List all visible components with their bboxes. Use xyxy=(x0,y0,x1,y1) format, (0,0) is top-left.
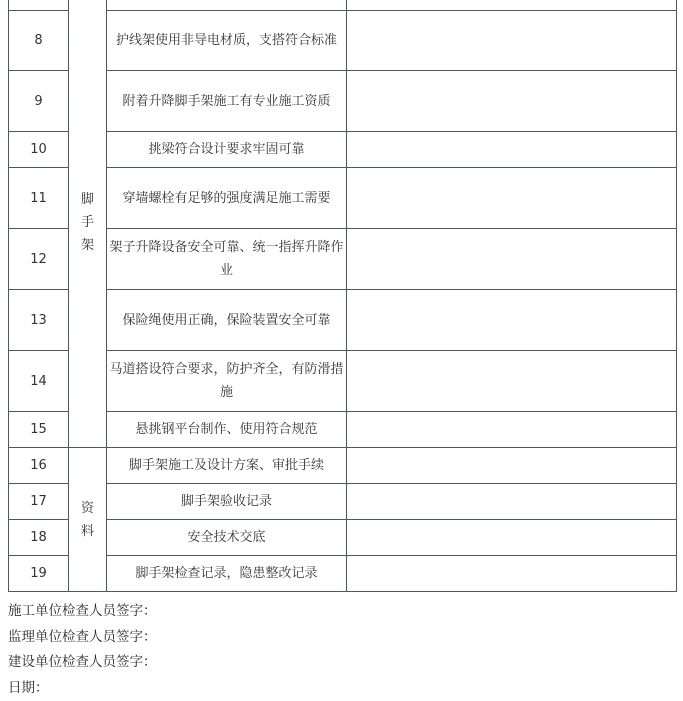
check-item: 挑梁符合设计要求牢固可靠 xyxy=(107,132,347,168)
date-label: 日期： xyxy=(8,676,157,701)
row-number: 19 xyxy=(9,556,69,592)
row-number: 15 xyxy=(9,412,69,448)
check-item: 保险绳使用正确，保险装置安全可靠 xyxy=(107,290,347,351)
check-item: 悬挑钢平台制作、使用符合规范 xyxy=(107,412,347,448)
category-label-records: 资料 xyxy=(81,497,95,543)
row-number: 13 xyxy=(9,290,69,351)
row-number: 16 xyxy=(9,448,69,484)
table-row xyxy=(9,168,677,229)
result-cell[interactable] xyxy=(347,412,677,448)
row-number: 14 xyxy=(9,351,69,412)
result-cell[interactable] xyxy=(347,556,677,592)
result-cell[interactable] xyxy=(347,168,677,229)
construction-signature-label: 施工单位检查人员签字： xyxy=(8,599,157,625)
row-number: 12 xyxy=(9,229,69,290)
result-cell[interactable] xyxy=(347,11,677,71)
table-row xyxy=(9,484,677,520)
row-number: 18 xyxy=(9,520,69,556)
table-row xyxy=(9,71,677,132)
result-cell[interactable] xyxy=(347,132,677,168)
table-row xyxy=(9,412,677,448)
result-cell[interactable] xyxy=(347,520,677,556)
signature-block xyxy=(8,599,157,701)
check-item: 脚手架检查记录，隐患整改记录 xyxy=(107,556,347,592)
check-item: 马道搭设符合要求，防护齐全，有防滑措施 xyxy=(107,351,347,412)
table-row xyxy=(9,520,677,556)
row-number: 9 xyxy=(9,71,69,132)
check-item: 护线架使用非导电材质，支搭符合标准 xyxy=(107,11,347,71)
supervision-signature-label: 监理单位检查人员签字： xyxy=(8,625,157,651)
check-item: 脚手架施工及设计方案、审批手续 xyxy=(107,448,347,484)
row-number: 17 xyxy=(9,484,69,520)
result-cell[interactable] xyxy=(347,71,677,132)
row-number: 8 xyxy=(9,11,69,71)
table-row xyxy=(9,448,677,484)
table-row xyxy=(9,0,677,11)
row-number: 10 xyxy=(9,132,69,168)
category-label-scaffold: 脚手架 xyxy=(81,188,95,257)
table-row xyxy=(9,556,677,592)
check-item: 穿墙螺栓有足够的强度满足施工需要 xyxy=(107,168,347,229)
client-signature-label: 建设单位检查人员签字： xyxy=(8,650,157,676)
result-cell[interactable] xyxy=(347,351,677,412)
table-row xyxy=(9,229,677,290)
category-cell-scaffold xyxy=(69,0,107,448)
check-item: 架子升降设备安全可靠、统一指挥升降作业 xyxy=(107,229,347,290)
inspection-table xyxy=(8,0,677,592)
result-cell[interactable] xyxy=(347,484,677,520)
result-cell[interactable] xyxy=(347,448,677,484)
category-cell-records xyxy=(69,448,107,592)
check-item: 附着升降脚手架施工有专业施工资质 xyxy=(107,71,347,132)
table-row xyxy=(9,351,677,412)
row-number: 11 xyxy=(9,168,69,229)
table-row xyxy=(9,11,677,71)
check-item: 脚手架验收记录 xyxy=(107,484,347,520)
check-item: 安全技术交底 xyxy=(107,520,347,556)
result-cell[interactable] xyxy=(347,229,677,290)
table-row xyxy=(9,290,677,351)
table-row xyxy=(9,132,677,168)
result-cell[interactable] xyxy=(347,290,677,351)
